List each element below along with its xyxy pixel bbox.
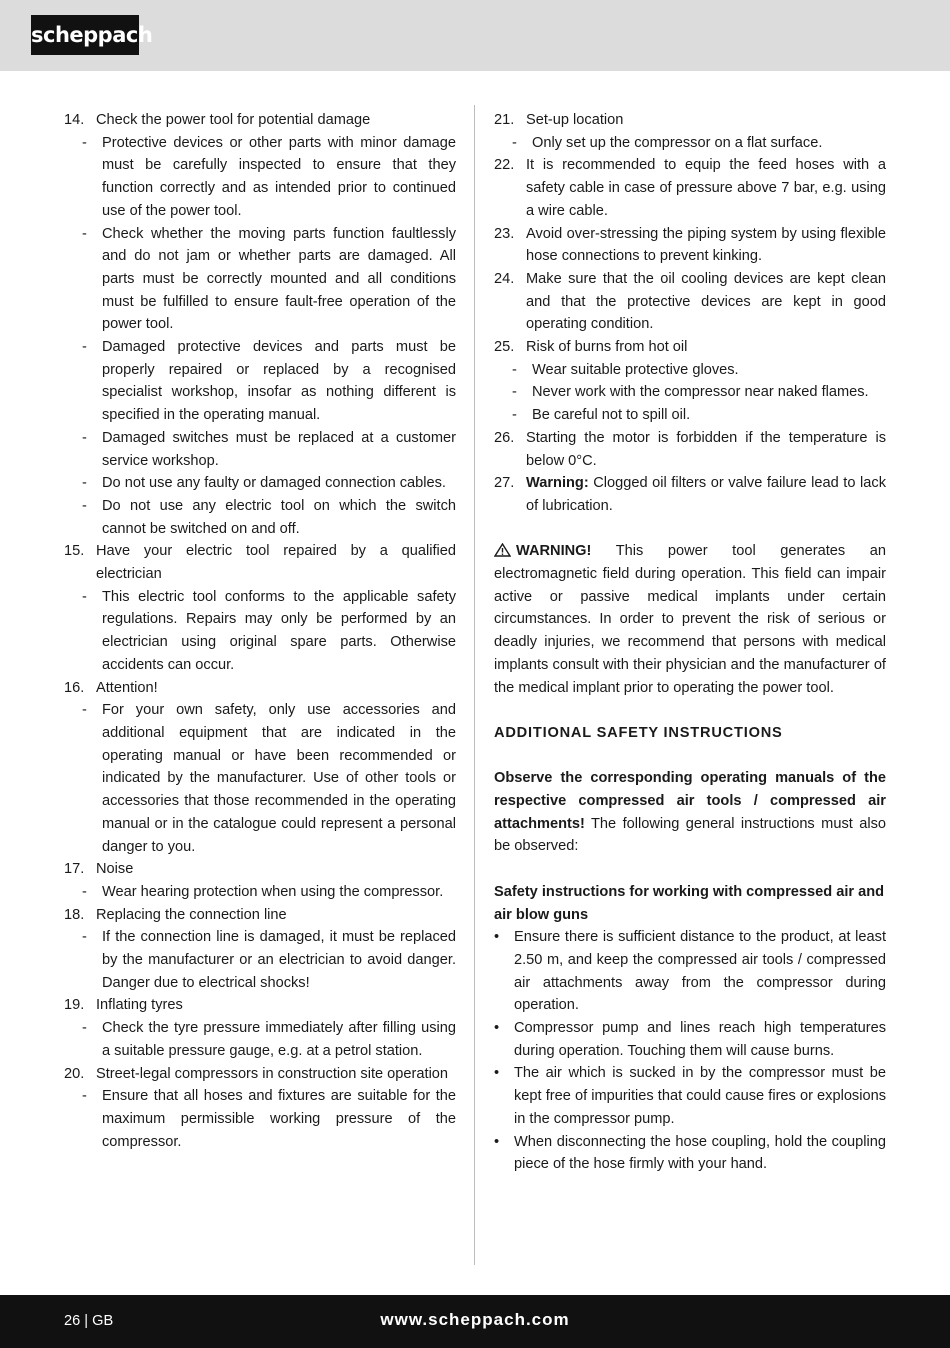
sub-item: - Ensure that all hoses and fixtures are suitable for the maximum permissible working pressure of the compressor. bbox=[82, 1088, 456, 1150]
sub-item: - Do not use any faulty or damaged connection cables. bbox=[82, 475, 446, 492]
item-title: Risk of burns from hot oil bbox=[526, 339, 688, 356]
sub-item: - Be careful not to spill oil. bbox=[512, 407, 691, 424]
list-item-25: 25. Risk of burns from hot oil bbox=[494, 336, 886, 359]
section-heading: ADDITIONAL SAFETY INSTRUCTIONS bbox=[494, 724, 783, 741]
list-item-16: 16. Attention! bbox=[64, 677, 456, 700]
page-header bbox=[0, 0, 950, 71]
list-item-17: 17. Noise bbox=[64, 858, 456, 881]
list-item-18: 18. Replacing the connection line bbox=[64, 904, 456, 927]
bullet-item: • The air which is sucked in by the compressor must be kept free of impurities that could cause fires or explosions in the compressor pump. bbox=[494, 1065, 886, 1127]
list-item-24: 24. Make sure that the oil cooling devices are kept clean and that the protective devices are kept in good operating condition. bbox=[494, 270, 886, 333]
sub-item: - Protective devices or other parts with minor damage must be carefully inspected to ensure that they function correctly and as intended prior to continued use of the power tool. bbox=[82, 134, 456, 219]
right-column bbox=[494, 109, 886, 1176]
item-title: Set-up location bbox=[526, 112, 624, 128]
bullet-item: • When disconnecting the hose coupling, hold the coupling piece of the hose firmly with your hand. bbox=[494, 1133, 886, 1173]
item-title: Attention! bbox=[96, 679, 158, 696]
list-item-23: 23. Avoid over-stressing the piping system by using flexible hose connections to prevent kinking. bbox=[494, 225, 886, 265]
sub-item: - Check whether the moving parts function faultlessly and do not jam or whether parts are damaged. All parts must be correctly mounted and all conditions must be fulfilled to ensure fault-free operation of the power tool. bbox=[82, 225, 456, 333]
warning-label: Warning: bbox=[526, 475, 589, 492]
list-item-21: 21. Set-up location bbox=[494, 109, 886, 132]
page-footer bbox=[0, 1295, 950, 1348]
warning-heading: WARNING! bbox=[516, 543, 592, 560]
column-divider bbox=[474, 105, 475, 1265]
sub-item: - For your own safety, only use accessories and additional equipment that are indicated in the operating manual or have been recommended or indicated by the manufacturer. Use of other tools or accessories that those recommended in the operating manual or in the catalogue could represent a personal danger to you. bbox=[82, 702, 456, 855]
list-item-20: 20. Street-legal compressors in construction site operation bbox=[64, 1063, 456, 1086]
item-title: Check the power tool for potential damage bbox=[96, 112, 371, 128]
item-title: Replacing the connection line bbox=[96, 906, 287, 923]
page-number: 26 | GB bbox=[64, 1313, 114, 1329]
subsection-heading: Safety instructions for working with compressed air and air blow guns bbox=[494, 883, 885, 923]
list-item-14: 14. Check the power tool for potential damage bbox=[64, 109, 456, 132]
item-title: Street-legal compressors in construction site operation bbox=[96, 1065, 449, 1082]
list-item-27: 27. Warning: Clogged oil filters or valve failure lead to lack of lubrication. bbox=[494, 475, 886, 514]
list-item-26: 26. Starting the motor is forbidden if the temperature is below 0°C. bbox=[494, 429, 886, 469]
sub-item: - Damaged protective devices and parts must be properly repaired or replaced by a recognised specialist workshop, insofar as nothing different is specified in the operating manual. bbox=[82, 339, 456, 424]
emf-warning: WARNING! This power tool generates an electromagnetic field during operation. This field can impair active or passive medical implants under certain circumstances. In order to prevent the risk of serious or deadly injuries, we recommend that persons with medical implants consult with their physician and the manufacturer of the medical implant prior to operating the power tool. bbox=[494, 543, 886, 696]
item-title: Noise bbox=[96, 861, 134, 878]
sub-item: - If the connection line is damaged, it must be replaced by the manufacturer or an electrician to avoid danger. Danger due to electrical shocks! bbox=[82, 929, 456, 991]
sub-item: - Never work with the compressor near naked flames. bbox=[512, 384, 869, 401]
list-item-15: 15. Have your electric tool repaired by a qualified electrician bbox=[64, 540, 456, 585]
sub-item: - Wear hearing protection when using the compressor. bbox=[82, 883, 444, 900]
left-column bbox=[64, 109, 456, 1153]
sub-item: - Check the tyre pressure immediately after filling using a suitable pressure gauge, e.g. at a petrol station. bbox=[82, 1020, 456, 1059]
sub-item: - Only set up the compressor on a flat surface. bbox=[512, 134, 823, 151]
bullet-item: • Ensure there is sufficient distance to the product, at least 2.50 m, and keep the compressed air tools / compressed air attachments away from the compressor during operation. bbox=[494, 929, 886, 1014]
list-item-19: 19. Inflating tyres bbox=[64, 994, 456, 1017]
sub-item: - Do not use any electric tool on which the switch cannot be switched on and off. bbox=[82, 497, 456, 537]
observe-paragraph: Observe the corresponding operating manuals of the respective compressed air tools / compressed air attachments! The following general instructions must also be observed: bbox=[494, 770, 886, 855]
sub-item: - This electric tool conforms to the applicable safety regulations. Repairs may only be performed by an electrician using original spare parts. Otherwise accidents can occur. bbox=[82, 588, 456, 673]
brand-logo: scheppach bbox=[31, 15, 139, 55]
sub-item: - Wear suitable protective gloves. bbox=[512, 361, 739, 378]
list-item-22: 22. It is recommended to equip the feed hoses with a safety cable in case of pressure above 7 bar, e.g. using a wire cable. bbox=[494, 157, 886, 219]
warning-triangle-icon bbox=[494, 543, 511, 557]
bullet-item: • Compressor pump and lines reach high temperatures during operation. Touching them will cause burns. bbox=[494, 1020, 886, 1059]
sub-item: - Damaged switches must be replaced at a customer service workshop. bbox=[82, 429, 456, 469]
item-title: Have your electric tool repaired by a qualified electrician bbox=[96, 543, 456, 583]
item-title: Inflating tyres bbox=[96, 997, 183, 1014]
website-link[interactable]: www.scheppach.com bbox=[380, 1310, 570, 1329]
